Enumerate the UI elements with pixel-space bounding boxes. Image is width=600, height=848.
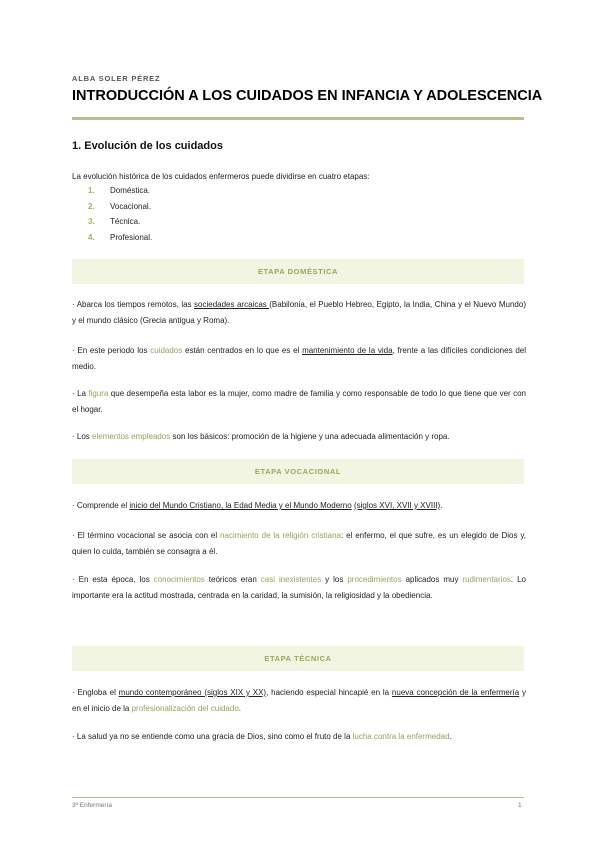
text: y en el inicio de la [72, 688, 527, 713]
highlight-term: conocimientos [153, 575, 205, 584]
paragraph-vocacional-1 [72, 498, 526, 514]
list-number: 4. [88, 232, 95, 242]
text: , haciendo especial hincapié en la [266, 688, 392, 697]
paragraph-vocacional-3 [72, 572, 526, 603]
paragraph-vocacional-2 [72, 528, 526, 559]
list-item [88, 217, 152, 233]
paragraph-domestica-2 [72, 343, 526, 374]
highlight-term: profesionalización del cuidado [131, 703, 239, 713]
text: son los básicos: promoción de la higiene y una adecuada alimentación y ropa. [170, 432, 450, 441]
underlined-term: (siglos XVI, XVII y XVIII) [353, 501, 441, 510]
text: · Abarca los tiempos remotos, las [72, 300, 195, 309]
paragraph-domestica-4 [72, 429, 526, 445]
text: . Lo importante era la actitud mostrada, centrada en la caridad, la sumisión, la religiosidad y la obediencia. [72, 575, 526, 600]
paragraph-tecnica-1 [72, 685, 526, 716]
text: · La [72, 389, 89, 398]
highlight-term: lucha contra la enfermedad [352, 732, 450, 741]
text: teóricos eran [204, 575, 261, 584]
list-label: Profesional. [110, 232, 153, 242]
text: que desempeña esta labor es la mujer, como madre de familia y como responsable de todo lo que tiene que ver con el hogar. [72, 389, 526, 414]
underlined-term: inicio del Mundo Cristiano, la Edad Media y el Mundo Moderno [129, 501, 352, 510]
paragraph-domestica-1 [72, 297, 526, 328]
underlined-term: sociedades arcaicas [194, 300, 270, 309]
list-number: 2. [88, 201, 95, 211]
text: están centrados en lo que es el [182, 346, 303, 355]
paragraph-domestica-3 [72, 386, 526, 417]
footer-divider [72, 797, 524, 798]
list-number: 3. [88, 217, 95, 226]
section-heading: 1. Evolución de los cuidados [72, 140, 223, 152]
list-number: 1. [88, 186, 95, 195]
list-label: Técnica. [110, 217, 141, 226]
list-item [88, 202, 152, 218]
band-vocacional: ETAPA VOCACIONAL [72, 459, 524, 484]
highlight-term: cuidados [150, 346, 183, 355]
text: · Los [72, 432, 93, 441]
text: · La salud ya no se entiende como una gracia de Dios, sino como el fruto de la [72, 732, 353, 741]
text: (Babilonia, el Pueblo Hebreo, Egipto, la India, China y el Nuevo Mundo) y el mundo clásico (Grecia antigua y Roma). [72, 300, 526, 325]
text: . [238, 703, 242, 713]
page-number: 1 [518, 802, 522, 809]
page-title: INTRODUCCIÓN A LOS CUIDADOS EN INFANCIA Y ADOLESCENCIA [72, 88, 543, 104]
highlight-term: elementos empleados [92, 432, 171, 441]
text: · En esta época, los [72, 575, 154, 584]
footer-course: 3º Enfermería [72, 802, 112, 809]
highlight-term: rudimentarios [462, 575, 511, 584]
text: : el enfermo, el que sufre, es un elegido de Dios y, quien lo cuida, también se consagra a él. [72, 531, 527, 556]
underlined-term: nueva concepción de la enfermería [391, 688, 520, 697]
text: . [440, 501, 443, 510]
list-label: Doméstica. [110, 186, 151, 195]
list-item [88, 233, 152, 249]
band-tecnica: ETAPA TÉCNICA [72, 646, 524, 671]
highlight-term: procedimientos [347, 575, 402, 584]
text: · En este periodo los [72, 346, 151, 355]
text: y los [321, 575, 348, 584]
text: . [449, 732, 452, 741]
underlined-term: mundo contemporáneo (siglos XIX y XX) [118, 688, 267, 697]
title-divider [72, 117, 524, 120]
section-intro: La evolución histórica de los cuidados enfermeros puede dividirse en cuatro etapas: [72, 172, 370, 181]
paragraph-tecnica-2 [72, 729, 526, 745]
underlined-term: mantenimiento de la vida [302, 346, 393, 355]
highlight-term: casi inexistentes [260, 575, 322, 584]
band-domestica: ETAPA DOMÉSTICA [72, 259, 524, 284]
highlight-term: figura [88, 389, 109, 398]
text: · Comprende el [72, 501, 130, 510]
text: · El término vocacional se asocia con el [72, 531, 221, 540]
stages-list [88, 186, 152, 248]
author: ALBA SOLER PÉREZ [72, 74, 161, 83]
list-label: Vocacional. [110, 201, 151, 211]
text: aplicados muy [401, 575, 463, 584]
text: · Engloba el [72, 688, 119, 697]
list-item [88, 186, 152, 202]
highlight-term: nacimiento de la religión cristiana [220, 531, 341, 540]
text: , frente a las difíciles condiciones del medio. [72, 346, 526, 371]
